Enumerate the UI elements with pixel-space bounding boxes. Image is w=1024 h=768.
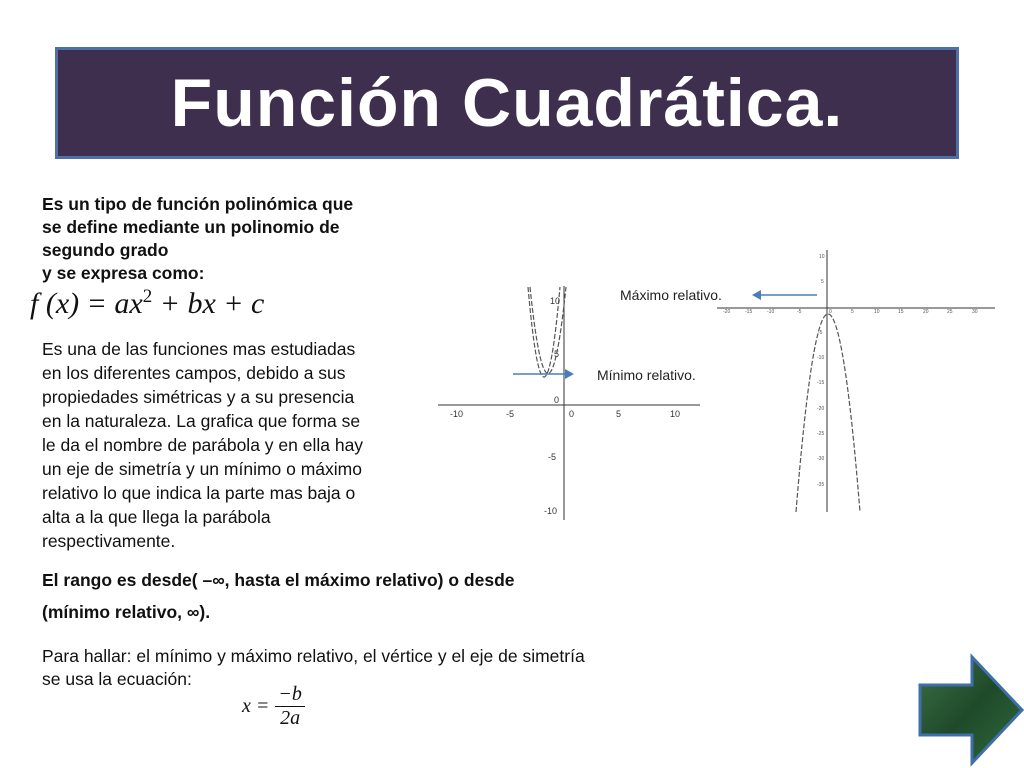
title-banner <box>55 47 959 159</box>
x-tick-label: 10 <box>670 409 681 419</box>
y-tick-label: 0 <box>554 395 560 405</box>
vertex-denominator: 2a <box>280 707 301 729</box>
maximum-label: Máximo relativo. <box>620 287 722 303</box>
desc-line: Es una de las funciones mas estudiadas <box>42 339 356 359</box>
y-tick-label: 10 <box>550 296 561 306</box>
desc-line: le da el nombre de parábola y en ella hay <box>42 435 364 455</box>
y-tick-labels <box>817 254 825 488</box>
minimum-arrowhead <box>565 369 574 379</box>
intro-line: Es un tipo de función polinómica que <box>42 194 354 214</box>
y-tick-label: -25 <box>817 431 825 437</box>
x-tick-label: -15 <box>745 309 753 315</box>
arrow-right-icon[interactable] <box>920 657 1022 763</box>
x-tick-label: 25 <box>947 309 953 315</box>
intro-line: y se expresa como: <box>42 263 205 283</box>
x-tick-labels <box>450 409 680 419</box>
x-tick-label: 5 <box>851 309 854 315</box>
y-tick-label: -10 <box>817 355 825 361</box>
desc-line: un eje de simetría y un mínimo o máximo <box>42 459 362 479</box>
vertex-numerator: −b <box>275 683 305 707</box>
page-title: Función Cuadrática. <box>170 65 844 141</box>
graph-maximum <box>717 250 997 515</box>
y-tick-label: 5 <box>554 349 560 359</box>
x-tick-label: -10 <box>767 309 775 315</box>
description-text <box>42 337 412 553</box>
y-tick-label: -5 <box>818 330 823 336</box>
y-tick-label: -35 <box>817 482 825 488</box>
y-tick-label: -15 <box>817 380 825 386</box>
formula-exponent: 2 <box>142 286 153 307</box>
x-tick-label: 0 <box>829 309 832 315</box>
x-tick-label: -5 <box>506 409 515 419</box>
minimum-label: Mínimo relativo. <box>597 367 696 383</box>
formula-rhs: + bx + c <box>152 287 265 320</box>
parabola-curve-right <box>530 287 566 374</box>
desc-line: en los diferentes campos, debido a sus <box>42 363 346 383</box>
x-tick-labels <box>723 309 978 315</box>
x-tick-label: -20 <box>723 309 731 315</box>
next-slide-button[interactable] <box>918 655 1024 765</box>
intro-line: segundo grado <box>42 240 169 260</box>
x-tick-label: -5 <box>797 309 802 315</box>
x-tick-label: 0 <box>569 409 575 419</box>
x-tick-label: 10 <box>874 309 880 315</box>
intro-text <box>42 193 412 285</box>
x-tick-label: 30 <box>972 309 978 315</box>
desc-segment: en la naturaleza. <box>42 411 172 431</box>
maximum-arrowhead <box>752 290 761 300</box>
desc-segment: La grafica que forma se <box>171 411 361 431</box>
desc-line: propiedades simétricas y a su presencia <box>42 387 355 407</box>
desc-line <box>42 409 412 433</box>
y-tick-label: 10 <box>819 254 825 260</box>
range-text <box>42 564 515 628</box>
graph-minimum <box>438 282 703 522</box>
y-tick-label: 5 <box>821 279 824 285</box>
range-line: El rango es desde( –∞, hasta el máximo relativo) o desde <box>42 570 515 590</box>
y-tick-labels <box>544 296 560 516</box>
x-tick-label: -10 <box>450 409 464 419</box>
desc-line: alta a la que llega la parábola <box>42 507 271 527</box>
find-line: se usa la ecuación: <box>42 669 192 689</box>
find-line: Para hallar: el mínimo y máximo relativo, el vértice y el eje de simetría <box>42 646 585 666</box>
y-tick-label: -20 <box>817 406 825 412</box>
intro-line: se define mediante un polinomio de <box>42 217 340 237</box>
formula-lhs: f (x) = ax <box>30 287 143 320</box>
quadratic-formula <box>30 286 264 321</box>
find-text <box>42 645 585 691</box>
parabola-curve <box>796 314 860 512</box>
y-tick-label: -30 <box>817 456 825 462</box>
desc-line: relativo lo que indica la parte mas baja o <box>42 483 356 503</box>
range-line: (mínimo relativo, ∞). <box>42 602 211 622</box>
y-tick-label: -10 <box>544 506 558 516</box>
vertex-fraction <box>275 683 305 730</box>
desc-line: respectivamente. <box>42 531 176 551</box>
y-tick-label: -5 <box>548 452 557 462</box>
vertex-formula <box>242 683 305 730</box>
x-tick-label: 15 <box>898 309 904 315</box>
x-tick-label: 5 <box>616 409 622 419</box>
vertex-lhs: x = <box>242 695 270 717</box>
x-tick-label: 20 <box>923 309 929 315</box>
